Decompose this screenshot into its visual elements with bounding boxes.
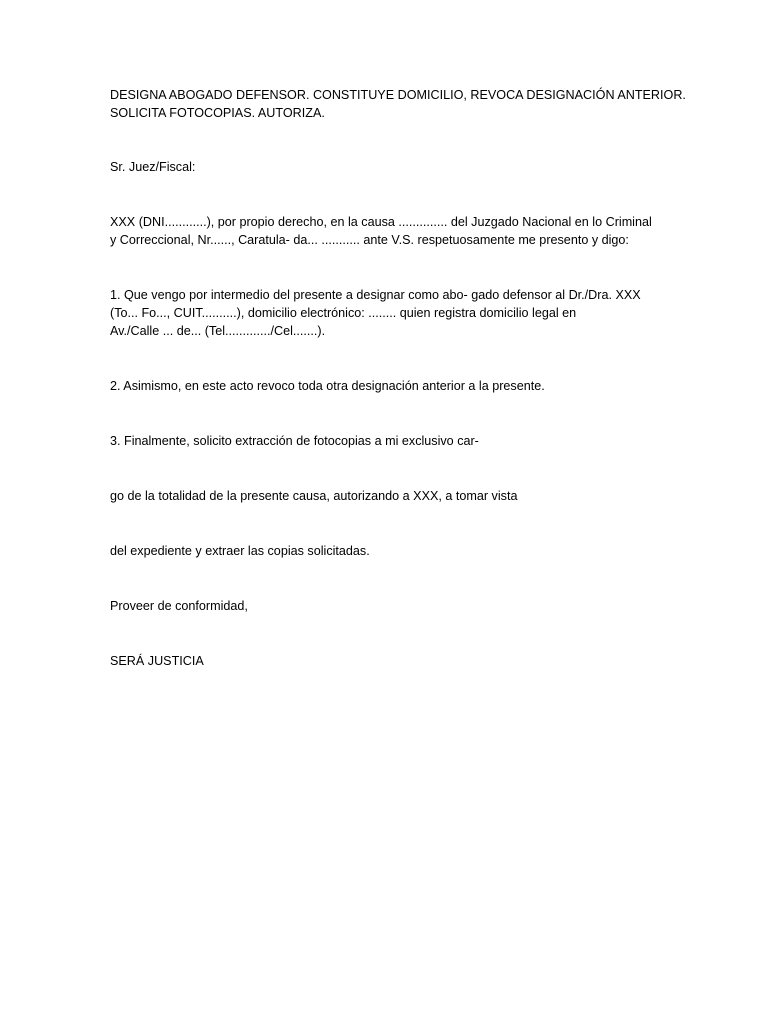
document-title-line: SOLICITA FOTOCOPIAS. AUTORIZA.: [110, 106, 325, 120]
point-1-line: Av./Calle ... de... (Tel............./Cel.......).: [110, 324, 326, 338]
spacer: [110, 450, 670, 487]
spacer: [110, 505, 670, 542]
point-2-text: 2. Asimismo, en este acto revoco toda otra designación anterior a la presente.: [110, 379, 545, 393]
point-3-continuation-text: del expediente y extraer las copias solicitadas.: [110, 544, 370, 558]
salutation-text: Sr. Juez/Fiscal:: [110, 160, 196, 174]
spacer: [110, 340, 670, 377]
spacer: [110, 249, 670, 286]
point-1-line: (To... Fo..., CUIT..........), domicilio electrónico: ........ quien registra domicilio legal en: [110, 306, 577, 320]
spacer: [110, 560, 670, 597]
point-1-line: 1. Que vengo por intermedio del presente a designar como abo- gado defensor al Dr./Dra. XXX: [110, 288, 641, 302]
document-body: [110, 86, 686, 670]
document-title: [110, 86, 686, 122]
point-3-text: 3. Finalmente, solicito extracción de fotocopias a mi exclusivo car-: [110, 434, 479, 448]
signoff-paragraph: [110, 652, 670, 670]
salutation: [110, 158, 670, 176]
spacer: [110, 122, 670, 158]
point-2-paragraph: [110, 377, 670, 395]
point-1-paragraph: [110, 286, 670, 340]
spacer: [110, 395, 670, 432]
closing-paragraph: [110, 597, 670, 615]
document-title-line: DESIGNA ABOGADO DEFENSOR. CONSTITUYE DOMICILIO, REVOCA DESIGNACIÓN ANTERIOR.: [110, 88, 686, 102]
intro-line: y Correccional, Nr......, Caratula- da... ........... ante V.S. respetuosamente me presento y digo:: [110, 233, 629, 247]
point-3-paragraph: [110, 432, 670, 450]
intro-line: XXX (DNI............), por propio derecho, en la causa .............. del Juzgado Nacional en lo Criminal: [110, 215, 652, 229]
point-3-continuation-2: [110, 542, 670, 560]
point-3-continuation-text: go de la totalidad de la presente causa, autorizando a XXX, a tomar vista: [110, 489, 518, 503]
spacer: [110, 615, 670, 652]
signoff-text: SERÁ JUSTICIA: [110, 654, 204, 668]
point-3-continuation-1: [110, 487, 670, 505]
intro-paragraph: [110, 213, 670, 249]
closing-text: Proveer de conformidad,: [110, 599, 248, 613]
spacer: [110, 176, 670, 213]
